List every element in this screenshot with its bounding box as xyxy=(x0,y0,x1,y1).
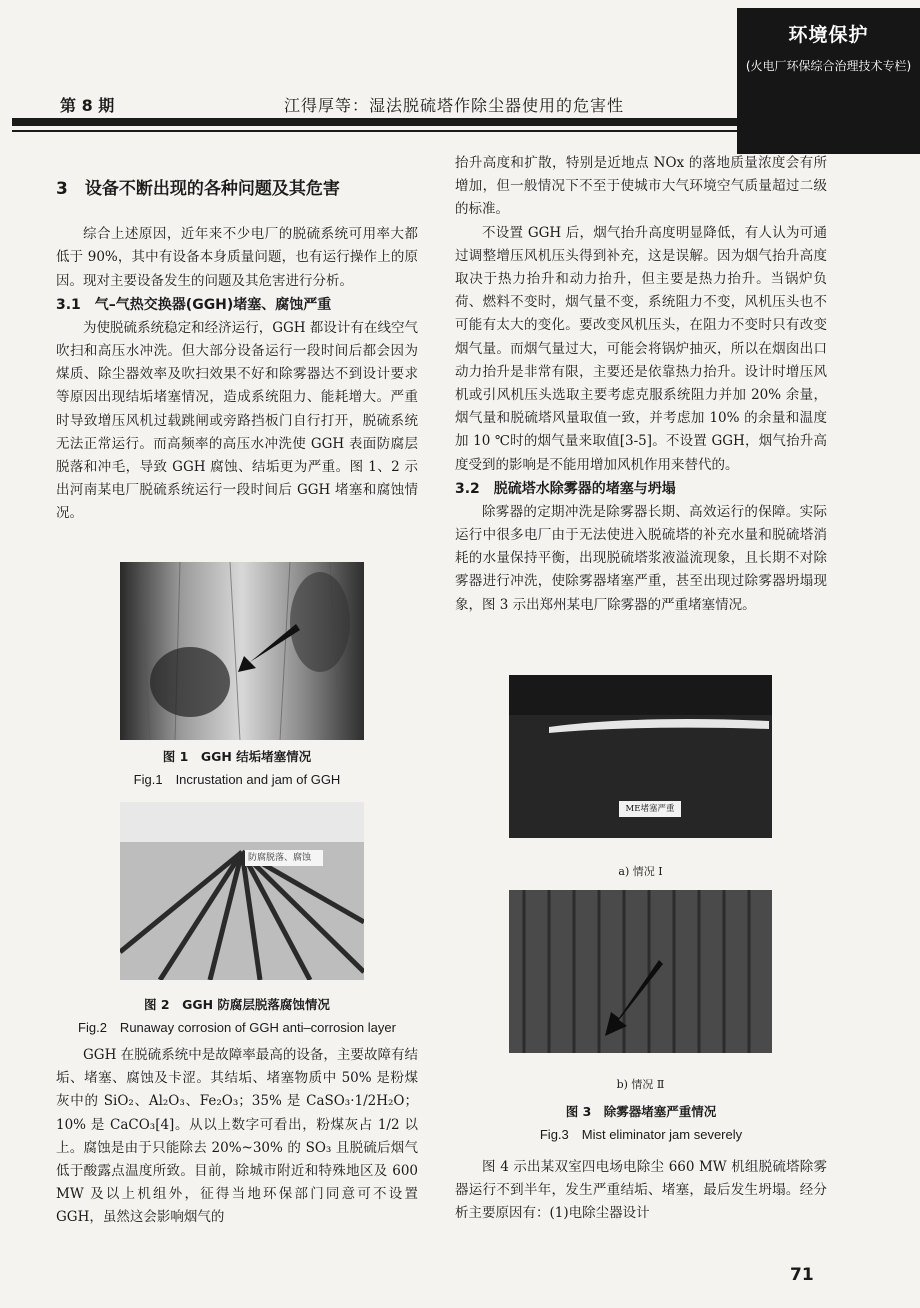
figure-1-caption-cn: 图 1 GGH 结垢堵塞情况 xyxy=(162,749,312,764)
figure-2-caption-cn: 图 2 GGH 防腐层脱落腐蚀情况 xyxy=(144,997,330,1012)
left-column-bottom xyxy=(56,1044,418,1230)
figure-2-caption-en: Fig.2 Runaway corrosion of GGH anti–corrosion layer xyxy=(78,1020,396,1035)
header-rule-thin xyxy=(12,130,737,132)
left-column-top xyxy=(56,178,418,526)
continued-paragraph: 抬升高度和扩散，特别是近地点 NOx 的落地质量浓度会有所增加，但一般情况下不至于使城市大气环境空气质量超过二级的标准。 xyxy=(455,155,827,218)
figure-2-photo xyxy=(120,802,364,980)
figure-3-caption-cn: 图 3 除雾器堵塞严重情况 xyxy=(565,1104,717,1119)
figure-3b-subcaption: b) 情况 Ⅱ xyxy=(616,1078,665,1091)
running-title: 江得厚等：湿法脱硫塔作除尘器使用的危害性 xyxy=(284,96,625,115)
column-tag-subtitle: (火电厂环保综合治理技术专栏) xyxy=(745,59,912,73)
no-ggh-paragraph: 不设置 GGH 后，烟气抬升高度明显降低，有人认为可通过调整增压风机压头得到补充，这是误解。因为烟气抬升高度取决于热力抬升和动力抬升，但主要是热力抬升。当锅炉负荷、燃料不变时，烟气量不变，系统阻力不变，风机压头也不可能有太大的变化。要改变风机压头，在阻力不变时只有改变烟气量。而烟气量过大，可能会将锅炉抽灭，所以在烟囱出口动力抬升是非常有限，主要还是依靠热力抬升。设计时增压风机或引风机压头选取主要考虑克服系统阻力并加 20% 余量，烟气量和脱硫塔风量取值一致，并考虑加 10% 的余量和温度加 10 ℃时的烟气量来取值[3-5]。不设置 GGH，烟气抬升高度受到的影响是不能用增加风机作用来替代的。 xyxy=(455,224,827,473)
header-rule xyxy=(12,118,737,126)
ggh-paragraph: 为使脱硫系统稳定和经济运行，GGH 都设计有在线空气吹扫和高压水冲洗。但大部分设备运行一段时间后都会因为煤质、除尘器效率及吹扫效果不好和除雾器达不到设计要求等原因出现结垢堵塞情况，造成系统阻力、能耗增大。严重时导致增压风机过载跳闸或旁路挡板门自行打开，脱硫系统无法正常运行。而高频率的高压水冲洗使 GGH 表面防腐层脱落和冲毛，导致 GGH 腐蚀、结垢更为严重。图 1、2 示出河南某电厂脱硫系统运行一段时间后 GGH 堵塞和腐蚀情况。 xyxy=(56,319,418,522)
issue-number: 第 8 期 xyxy=(60,96,115,115)
ggh-fault-paragraph: GGH 在脱硫系统中是故障率最高的设备，主要故障有结垢、堵塞、腐蚀及卡涩。其结垢、堵塞物质中 50% 是粉煤灰中的 SiO₂、Al₂O₃、Fe₂O₃；35% 是 CaSO₃·1/2H₂O；10% 是 CaCO₃[4]。从以上数字可看出，粉煤灰占 1/2 以上。腐蚀是由于只能除去 20%~30% 的 SO₃ 且脱硫后烟气低于酸露点温度所致。目前，除城市附近和特殊地区及 600 MW 及以上机组外，征得当地环保部门同意可不设置 GGH，虽然这会影响烟气的 xyxy=(56,1047,418,1226)
intro-paragraph: 综合上述原因，近年来不少电厂的脱硫系统可用率大都低于 90%，其中有设备本身质量问题，也有运行操作上的原因。现对主要设备发生的问题及其危害进行分析。 xyxy=(56,226,418,289)
page-number: 71 xyxy=(790,1265,814,1285)
figure-3a-label: ME堵塞严重 xyxy=(625,804,675,814)
figure-1-caption-en: Fig.1 Incrustation and jam of GGH xyxy=(133,772,341,787)
demister-paragraph: 除雾器的定期冲洗是除雾器长期、高效运行的保障。实际运行中很多电厂由于无法使进入脱硫塔的补充水量和脱硫塔消耗的水量保持平衡，出现脱硫塔浆液溢流现象，且长期不对除雾器进行冲洗，使除雾器堵塞严重，甚至出现过除雾器坍塌现象，图 3 示出郑州某电厂除雾器的严重堵塞情况。 xyxy=(455,503,827,613)
right-column-bottom xyxy=(455,1156,827,1226)
section-title: 3 设备不断出现的各种问题及其危害 xyxy=(56,179,340,199)
column-tag xyxy=(737,8,920,154)
figure-4-paragraph: 图 4 示出某双室四电场电除尘 660 MW 机组脱硫塔除雾器运行不到半年，发生严重结垢、堵塞，最后发生坍塌。经分析主要原因有：(1)电除尘器设计 xyxy=(455,1159,827,1222)
column-tag-title: 环境保护 xyxy=(788,24,869,46)
figure-1-photo xyxy=(120,562,364,740)
figure-3b-photo xyxy=(509,890,772,1053)
figure-1-image xyxy=(120,562,364,740)
subsection-title-3-1: 3.1 气–气热交换器(GGH)堵塞、腐蚀严重 xyxy=(56,296,332,313)
right-column-top xyxy=(455,152,827,617)
figure-3-caption-en: Fig.3 Mist eliminator jam severely xyxy=(539,1127,743,1142)
figure-3a-photo xyxy=(509,675,772,838)
figure-3b-image xyxy=(509,890,772,1053)
figure-2-image xyxy=(120,802,364,980)
subsection-title-3-2: 3.2 脱硫塔水除雾器的堵塞与坍塌 xyxy=(455,480,676,497)
figure-2-label: 防腐脱落、腐蚀 xyxy=(248,853,312,863)
figure-3a-subcaption: a) 情况 Ⅰ xyxy=(618,865,663,878)
